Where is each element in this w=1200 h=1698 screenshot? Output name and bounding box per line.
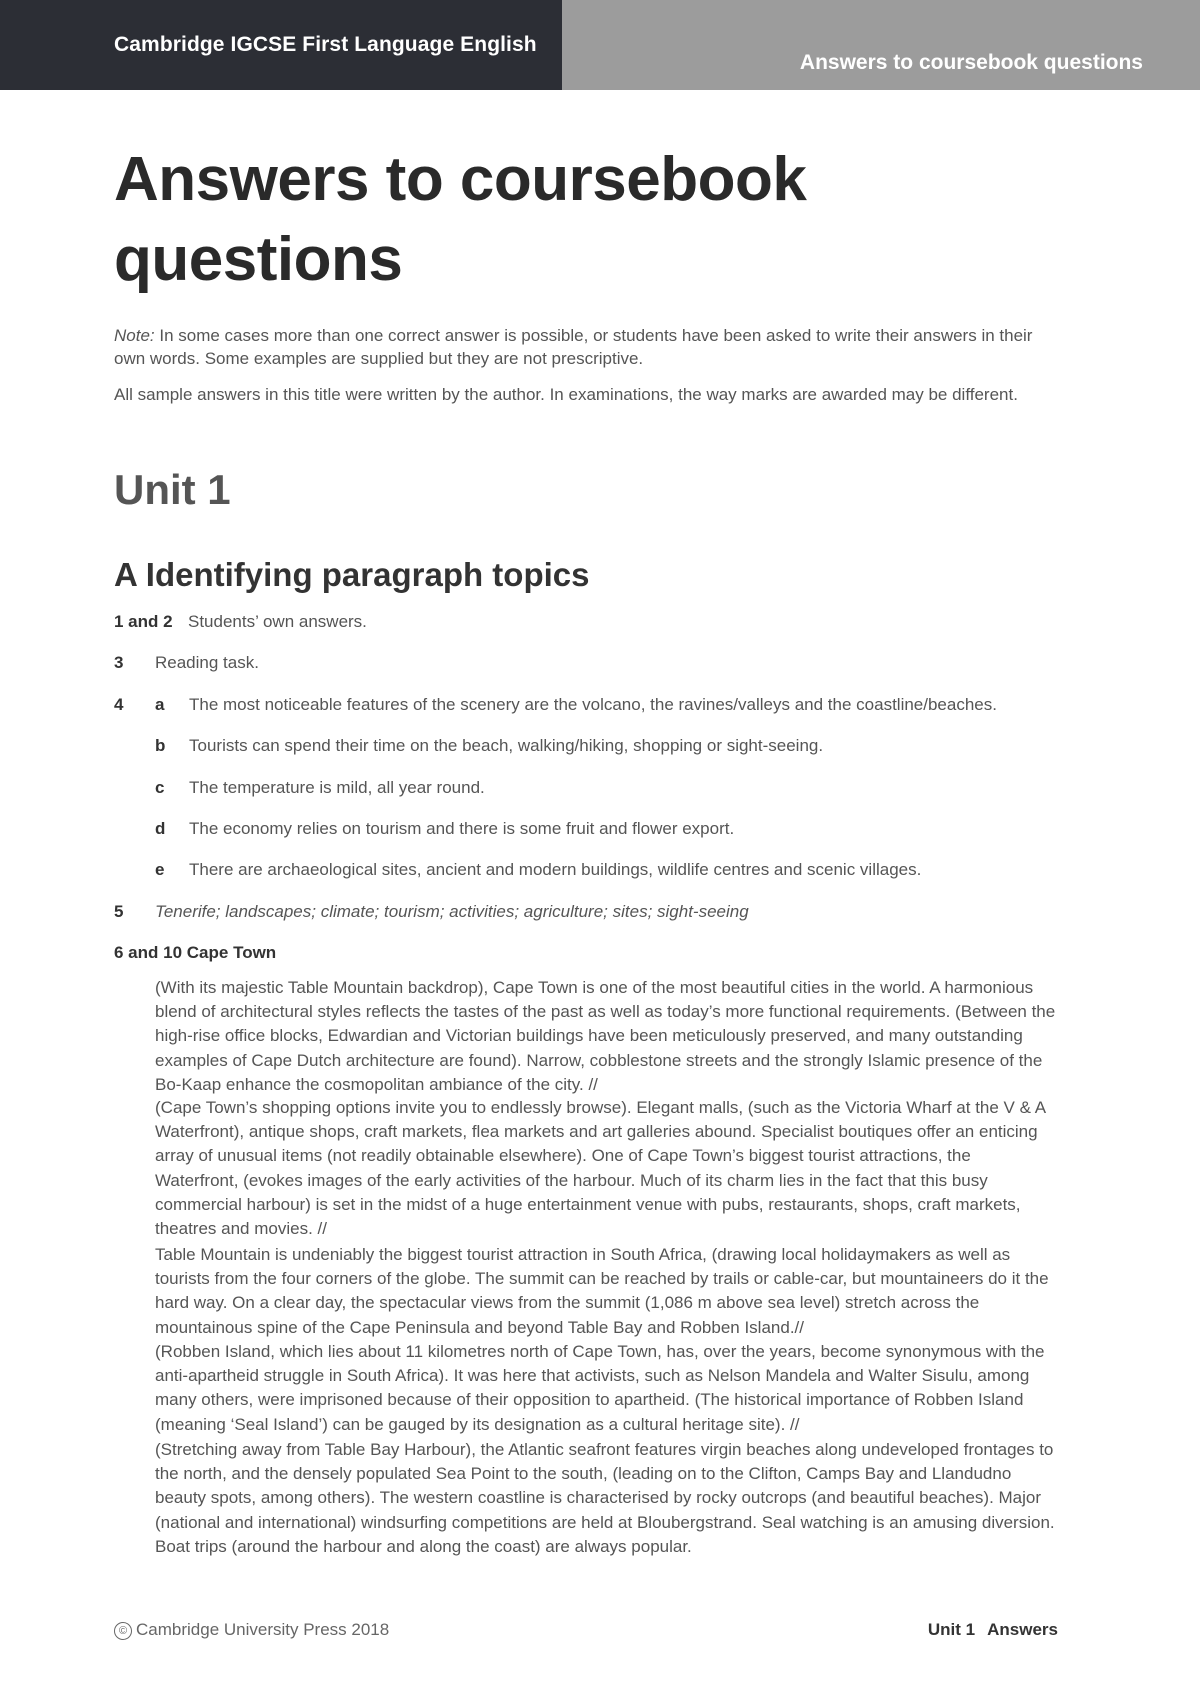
cape-town-paragraph-3: Table Mountain is undeniably the biggest tourist attraction in South Africa, (drawing local holidaymakers as well as tourists from the four corners of the globe. The summit can be reached by trails or cable-car, but mountaineers do it the hard way. On a clear day, the spectacular views from the summit (1,086 m above sea level) stretch across the mountainous spine of the Cape Peninsula and beyond Table Bay and Robben Island.// bbox=[155, 1245, 1049, 1337]
footer-copyright bbox=[114, 1620, 389, 1640]
header-section-title: Answers to coursebook questions bbox=[799, 51, 1143, 74]
copyright-text: Cambridge University Press 2018 bbox=[136, 1620, 390, 1639]
sub-label: e bbox=[155, 860, 165, 879]
sub-label: d bbox=[155, 819, 166, 838]
question-number: 5 bbox=[114, 902, 124, 921]
answer-text: Tenerife; landscapes; climate; tourism; activities; agriculture; sites; sight-seeing bbox=[155, 902, 749, 921]
answer-text: There are archaeological sites, ancient and modern buildings, wildlife centres and scenic villages. bbox=[189, 860, 922, 879]
note-paragraph bbox=[114, 324, 1058, 370]
cape-town-paragraph-1: (With its majestic Table Mountain backdrop), Cape Town is one of the most beautiful cities in the world. A harmonious blend of architectural styles reflects the tastes of the past as well as today’s more functional requirements. (Between the high-rise office blocks, Edwardian and Victorian buildings have been meticulously preserved, and many outstanding examples of Cape Dutch architecture are found). Narrow, cobblestone streets and the strongly Islamic presence of the Bo-Kaap enhance the cosmopolitan ambiance of the city. // bbox=[155, 978, 1056, 1094]
page-footer bbox=[114, 1620, 1058, 1644]
answer-text: The temperature is mild, all year round. bbox=[189, 778, 485, 797]
answer-row-q6-10 bbox=[114, 941, 1058, 964]
footer-unit-label bbox=[928, 1620, 1058, 1640]
sub-label: a bbox=[155, 695, 165, 714]
question-number: 3 bbox=[114, 653, 124, 672]
page-content bbox=[114, 140, 1058, 1556]
answer-text: Students’ own answers. bbox=[188, 612, 367, 631]
question-number: 1 and 2 bbox=[114, 612, 173, 631]
sub-label: c bbox=[155, 778, 165, 797]
cape-town-paragraph-5: (Stretching away from Table Bay Harbour), the Atlantic seafront features virgin beaches along undeveloped frontages to the north, and the densely populated Sea Point to the south, (leading on to the Clifton, Camps Bay and Llandudno beauty spots, among others). The western coastline is characterised by rocky outcrops (and beautiful beaches). Major (national and international) windsurfing competitions are held at Bloubergstrand. Seal watching is an amusing diversion. Boat trips (around the harbour and along the coast) are always popular. bbox=[155, 1440, 1055, 1556]
answer-text: Tourists can spend their time on the beach, walking/hiking, shopping or sight-seeing. bbox=[189, 736, 824, 755]
note-text: In some cases more than one correct answer is possible, or students have been asked to write their answers in their own words. Some examples are supplied but they are not prescriptive. bbox=[114, 326, 1033, 368]
footer-answers: Answers bbox=[987, 1620, 1058, 1639]
page-header bbox=[0, 0, 1200, 90]
footer-unit: Unit 1 bbox=[927, 1620, 976, 1639]
question-number: 4 bbox=[114, 695, 124, 714]
page-title: Answers to coursebook questions bbox=[114, 145, 807, 294]
sub-label: b bbox=[155, 736, 166, 755]
book-title: Cambridge IGCSE First Language English bbox=[0, 0, 562, 90]
cape-town-paragraph-4: (Robben Island, which lies about 11 kilometres north of Cape Town, has, over the years, become synonymous with the anti-apartheid struggle in South Africa). It was here that activists, such as Nelson Mandela and Walter Sisulu, among many others, were imprisoned because of their opposition to apartheid. (The historical importance of Robben Island (meaning ‘Seal Island’) can be gauged by its designation as a cultural heritage site). // bbox=[155, 1342, 1045, 1434]
sample-answers-note: All sample answers in this title were written by the author. In examinations, the way marks are awarded may be different. bbox=[114, 385, 1018, 404]
question-number: 6 and 10 bbox=[114, 943, 183, 962]
unit-heading: Unit 1 bbox=[114, 466, 231, 513]
note-label: Note: bbox=[114, 326, 155, 345]
answer-text: Reading task. bbox=[155, 653, 259, 672]
answer-title: Cape Town bbox=[186, 943, 277, 962]
answer-text: The economy relies on tourism and there is some fruit and flower export. bbox=[189, 819, 735, 838]
copyright-icon: © bbox=[114, 1622, 132, 1640]
header-section-title-bar bbox=[562, 0, 1200, 90]
cape-town-paragraph-2: (Cape Town’s shopping options invite you to endlessly browse). Elegant malls, (such as the Victoria Wharf at the V & A Waterfront), antique shops, craft markets, flea markets and art galleries abound. Specialist boutiques offer an enticing array of unusual items (not readily obtainable elsewhere). One of Cape Town’s biggest tourist attractions, the Waterfront, (evokes images of the early activities of the harbour. Much of its charm lies in the fact that this busy commercial harbour) is set in the midst of a huge entertainment venue with pubs, restaurants, shops, craft markets, theatres and movies. // bbox=[155, 1098, 1046, 1239]
section-heading: A Identifying paragraph topics bbox=[114, 556, 590, 593]
answer-text: The most noticeable features of the scenery are the volcano, the ravines/valleys and the coastline/beaches. bbox=[189, 695, 997, 714]
